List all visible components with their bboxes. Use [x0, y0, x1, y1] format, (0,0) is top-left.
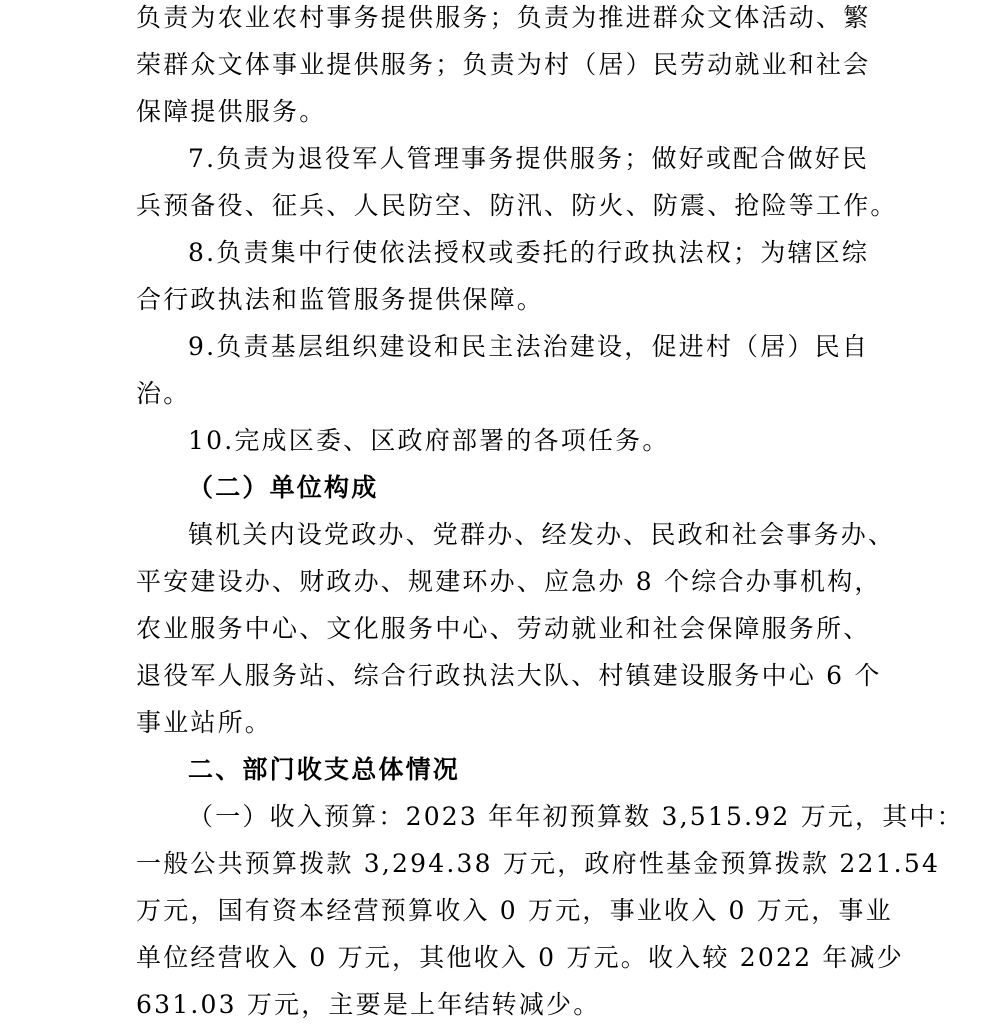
text-line: 农业服务中心、文化服务中心、劳动就业和社会保障服务所、: [136, 614, 871, 643]
text-line: 事业站所。: [136, 708, 273, 737]
text-line: 一般公共预算拨款 3,294.38 万元，政府性基金预算拨款 221.54: [136, 849, 941, 878]
text-line: 631.03 万元，主要是上年结转减少。: [136, 990, 601, 1019]
section-heading-unit-composition: （二）单位构成: [188, 473, 379, 502]
text-line: 镇机关内设党政办、党群办、经发办、民政和社会事务办、: [188, 520, 896, 549]
numbered-item-7: 7.负责为退役军人管理事务提供服务；做好或配合做好民: [188, 144, 870, 173]
numbered-item-9: 9.负责基层组织建设和民主法治建设，促进村（居）民自: [188, 332, 870, 361]
text-line: 荣群众文体事业提供服务；负责为村（居）民劳动就业和社会: [136, 50, 871, 79]
text-line: 合行政执法和监管服务提供保障。: [136, 285, 545, 314]
section-heading-budget-overview: 二、部门收支总体情况: [188, 755, 461, 784]
text-line: 负责为农业农村事务提供服务；负责为推进群众文体活动、繁: [136, 3, 871, 32]
text-line: 保障提供服务。: [136, 97, 327, 126]
text-line: 退役军人服务站、综合行政执法大队、村镇建设服务中心 6 个: [136, 661, 882, 690]
text-line: 兵预备役、征兵、人民防空、防汛、防火、防震、抢险等工作。: [136, 191, 898, 220]
text-line: 平安建设办、财政办、规建环办、应急办 8 个综合办事机构，: [136, 567, 882, 596]
numbered-item-8: 8.负责集中行使依法授权或委托的行政执法权；为辖区综: [188, 238, 870, 267]
text-line: 万元，国有资本经营预算收入 0 万元，事业收入 0 万元，事业: [136, 896, 893, 925]
text-line: 治。: [136, 379, 191, 408]
text-line: 单位经营收入 0 万元，其他收入 0 万元。收入较 2022 年减少: [136, 943, 904, 972]
text-line: （一）收入预算：2023 年年初预算数 3,515.92 万元，其中：: [188, 802, 964, 831]
numbered-item-10: 10.完成区委、区政府部署的各项任务。: [188, 426, 670, 455]
